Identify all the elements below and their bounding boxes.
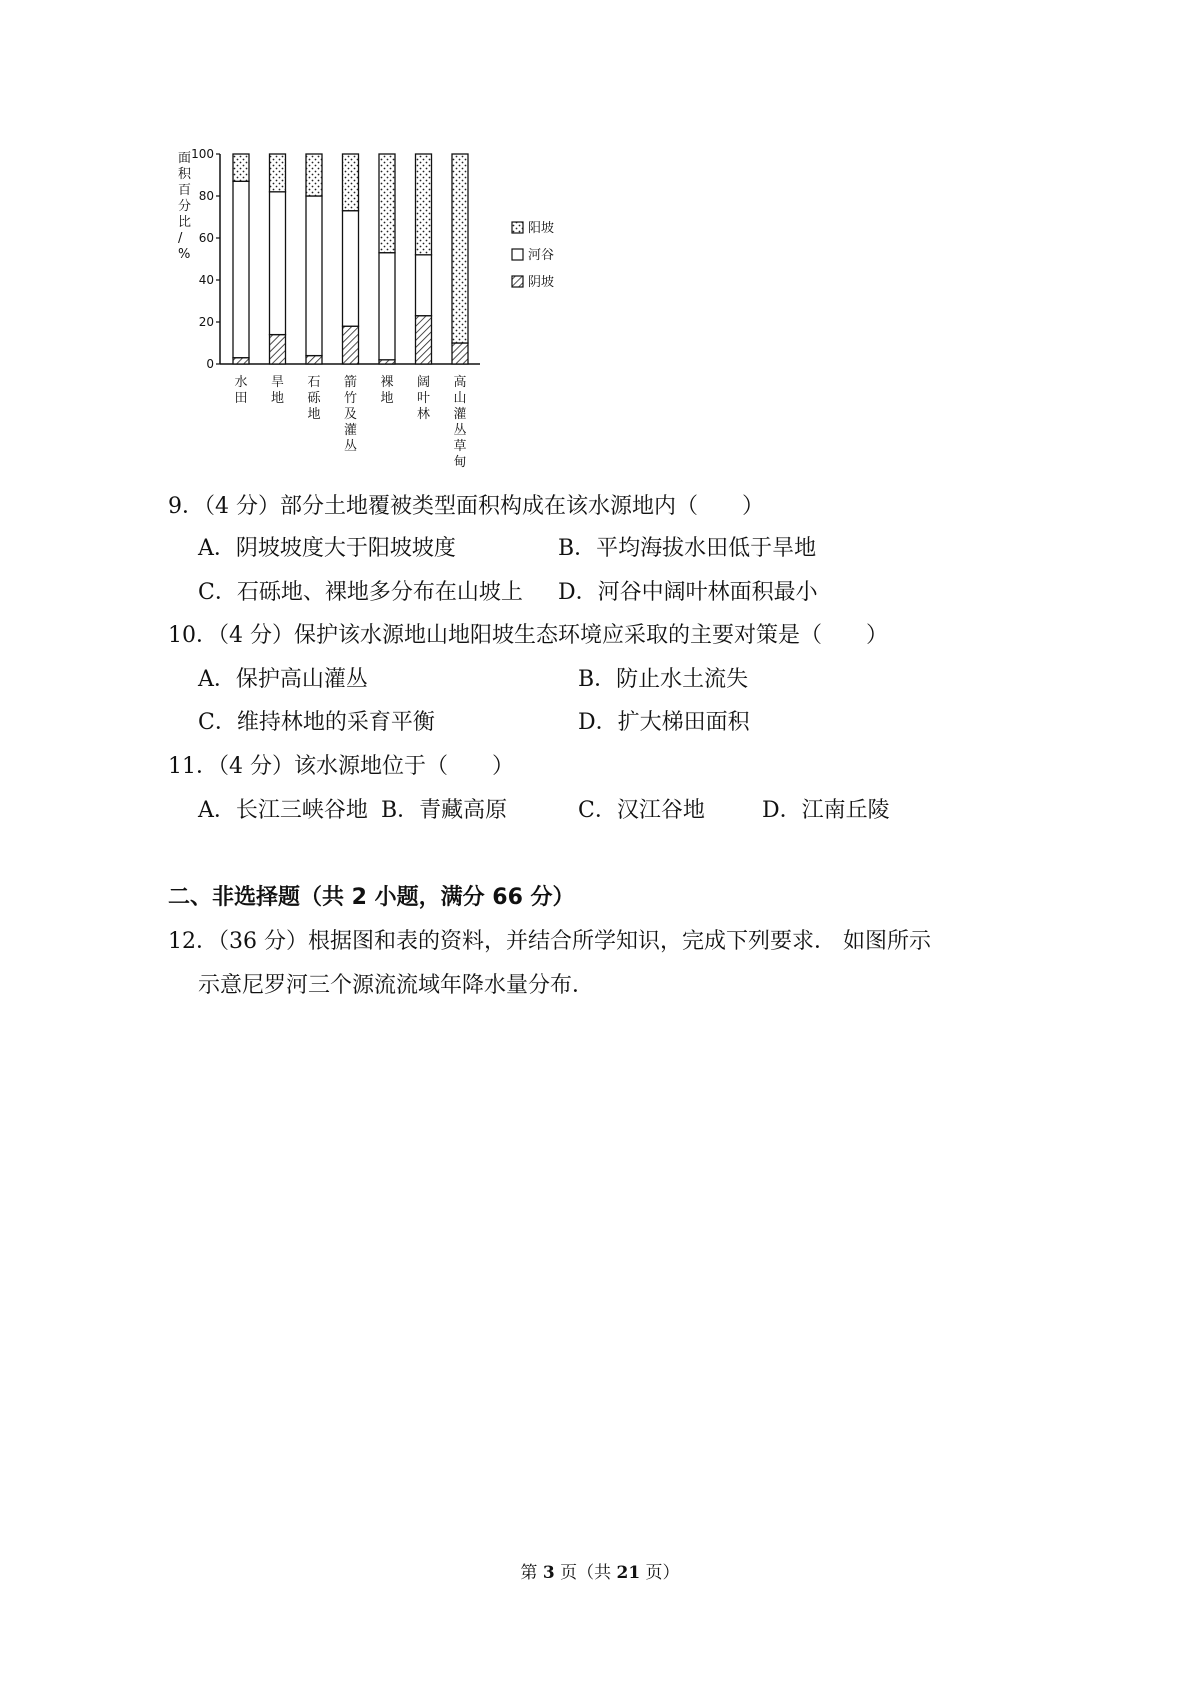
question-9-option-d: D．河谷中阔叶林面积最小 — [558, 580, 818, 605]
question-11-option-d: D．江南丘陵 — [762, 798, 890, 823]
bar-segment — [270, 154, 286, 192]
question-11-option-c: C．汉江谷地 — [578, 798, 705, 823]
y-tick-label: 80 — [198, 189, 214, 203]
bar-segment — [452, 343, 468, 364]
section-title: 二、非选择题（共 2 小题，满分 66 分） — [168, 885, 575, 910]
question-10-option-b: B．防止水土流失 — [578, 667, 749, 692]
x-tick-label: 水田 — [234, 375, 248, 406]
bar-segment — [343, 326, 359, 364]
x-tick-label: 箭竹及灌丛 — [343, 375, 358, 454]
y-axis-label: 面积百分比/ % — [178, 151, 192, 262]
bar-segment — [233, 154, 249, 181]
x-tick-label: 高山灌丛草甸 — [453, 375, 467, 470]
question-9-option-c: C．石砾地、裸地多分布在山坡上 — [198, 580, 523, 605]
question-9-stem: 9．（4 分）部分土地覆被类型面积构成在该水源地内（ ） — [168, 494, 764, 519]
x-tick-label: 裸地 — [380, 375, 394, 406]
bar-segment — [306, 196, 322, 356]
footer-page-number: 3 — [542, 1563, 555, 1583]
bar-segment — [233, 358, 249, 364]
bar-segment — [452, 154, 468, 343]
y-tick-label: 100 — [191, 147, 214, 161]
bar-segment — [306, 356, 322, 364]
bar-segment — [233, 181, 249, 357]
bar-segment — [343, 211, 359, 327]
y-tick-label: 60 — [198, 231, 214, 245]
question-11-option-b: B．青藏高原 — [381, 798, 508, 823]
question-12-line-1: 12．（36 分）根据图和表的资料，并结合所学知识，完成下列要求． 如图所示 — [168, 929, 931, 954]
bar-segment — [416, 154, 432, 255]
legend-label: 阳坡 — [528, 221, 555, 236]
bar-segment — [343, 154, 359, 211]
footer-prefix: 第 — [520, 1563, 543, 1583]
land-cover-stacked-bar-chart — [170, 140, 650, 520]
question-11-stem: 11．（4 分）该水源地位于（ ） — [168, 754, 514, 779]
footer-suffix: 页） — [640, 1563, 680, 1583]
bar-segment — [416, 255, 432, 316]
bar-segment — [379, 253, 395, 360]
question-10-option-a: A．保护高山灌丛 — [198, 667, 368, 692]
question-10-option-d: D．扩大梯田面积 — [578, 710, 750, 735]
question-10-option-c: C．维持林地的采育平衡 — [198, 710, 435, 735]
question-10-stem: 10．（4 分）保护该水源地山地阳坡生态环境应采取的主要对策是（ ） — [168, 623, 888, 648]
x-tick-label: 旱地 — [270, 375, 285, 406]
bar-segment — [306, 154, 322, 196]
y-tick-label: 0 — [206, 357, 214, 371]
legend-swatch — [512, 249, 523, 260]
question-11-option-a: A．长江三峡谷地 — [198, 798, 368, 823]
bar-segment — [270, 192, 286, 335]
legend-label: 河谷 — [528, 248, 555, 263]
bar-segment — [379, 154, 395, 253]
question-12-line-2: 示意尼罗河三个源流流域年降水量分布． — [198, 973, 595, 998]
page-footer — [0, 1558, 1200, 1583]
question-9-option-a: A．阴坡坡度大于阳坡坡度 — [198, 536, 456, 561]
y-tick-label: 20 — [198, 315, 214, 329]
footer-middle: 页（共 — [554, 1563, 617, 1583]
question-9-option-b: B．平均海拔水田低于旱地 — [558, 536, 817, 561]
x-tick-label: 阔叶林 — [416, 375, 431, 422]
legend-swatch — [512, 222, 523, 233]
footer-total-pages: 21 — [616, 1563, 641, 1583]
legend-swatch — [512, 276, 523, 287]
bar-segment — [270, 335, 286, 364]
bar-segment — [416, 316, 432, 364]
legend-label: 阴坡 — [528, 275, 555, 290]
x-tick-label: 石砾地 — [307, 375, 321, 422]
y-tick-label: 40 — [198, 273, 214, 287]
chart-svg — [170, 140, 650, 520]
